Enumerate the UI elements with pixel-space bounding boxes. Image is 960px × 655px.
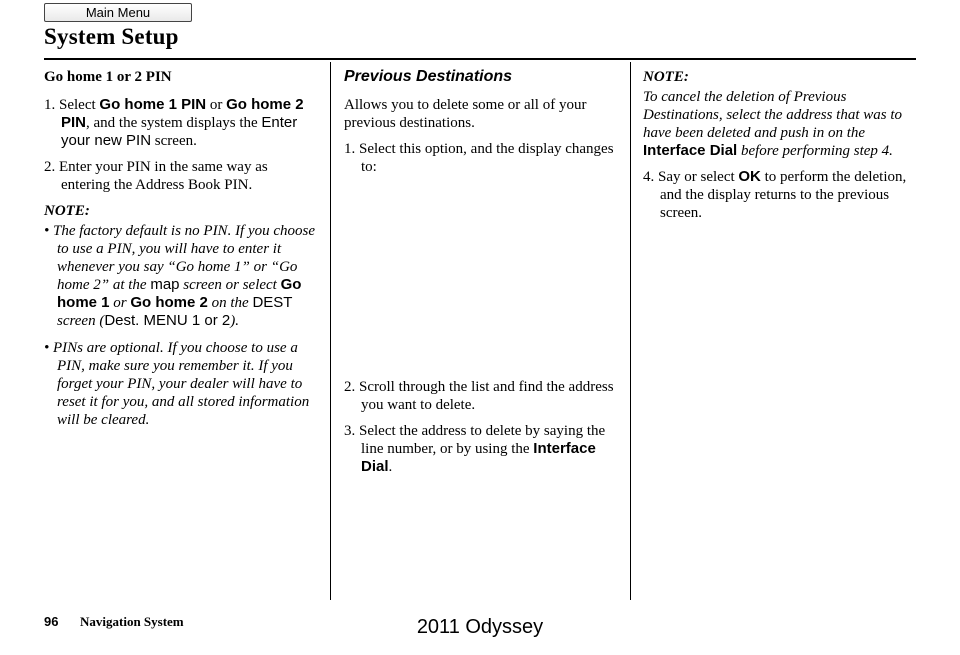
step-text: screen. xyxy=(151,133,197,149)
step-2: 2. Scroll through the list and find the address you want to delete. xyxy=(344,379,614,413)
ui-go-home-1: Go home 1 xyxy=(57,276,302,311)
ui-go-home-2: Go home 2 xyxy=(130,294,208,311)
screen-image-placeholder xyxy=(344,184,619,378)
note-text: screen ( xyxy=(57,313,105,329)
column-divider-left xyxy=(330,62,331,600)
step-text: to perform the deletion, and the display returns to the previous screen. xyxy=(660,169,907,221)
title-rule xyxy=(44,58,916,60)
ui-interface-dial: Interface Dial xyxy=(643,142,738,159)
note-bullet-2: • PINs are optional. If you choose to use a PIN, make sure you remember it. If you forget your PIN, your dealer will have to reset it for you, and all stored information will be cleared. xyxy=(44,340,310,428)
ui-enter-new-pin-screen: Enter your new PIN xyxy=(61,114,298,149)
note-bullet-1 xyxy=(44,222,319,330)
page-number: 96 xyxy=(44,614,59,629)
section-heading-go-home-pin: Go home 1 or 2 PIN xyxy=(44,69,172,85)
ui-dest: DEST xyxy=(252,294,293,311)
ui-dest-menu: Dest. MENU 1 or 2 xyxy=(104,312,231,329)
step-text: 1. Select xyxy=(44,97,100,113)
step-text: 4. Say or select xyxy=(643,169,739,185)
step-3 xyxy=(344,422,619,476)
step-text: . xyxy=(388,459,393,475)
watermark: 2011 Odyssey xyxy=(416,616,544,638)
section-heading-previous-destinations: Previous Destinations xyxy=(344,68,513,85)
step-1 xyxy=(44,96,319,150)
ui-go-home-2-pin: Go home 2 PIN xyxy=(61,96,304,131)
note-text: • The factory default is no PIN. If you choose to use a PIN, you will have to enter it whenever you say “Go home 1” or “Go home 2” at the xyxy=(44,223,316,293)
step-text: , and the system displays the xyxy=(86,115,262,131)
note-text-part: before performing step 4. xyxy=(737,143,893,159)
note-label: NOTE: xyxy=(44,203,90,219)
note-text: ). xyxy=(230,313,239,329)
main-menu-button[interactable]: Main Menu xyxy=(44,3,192,22)
ui-map: map xyxy=(150,276,180,293)
note-text: screen or select xyxy=(179,277,281,293)
step-text: 3. Select the address to delete by saying the line number, or by using the xyxy=(344,423,606,457)
note-text: or xyxy=(109,295,131,311)
column-previous-destinations xyxy=(344,68,619,484)
intro-text: Allows you to delete some or all of your previous destinations. xyxy=(344,97,587,131)
step-text: or xyxy=(206,97,227,113)
note-text: on the xyxy=(207,295,253,311)
note-label: NOTE: xyxy=(643,69,689,85)
ui-interface-dial: Interface Dial xyxy=(361,440,596,475)
ui-go-home-1-pin: Go home 1 PIN xyxy=(99,96,207,113)
note-text xyxy=(643,88,923,160)
note-text-part: To cancel the deletion of Previous Destinations, select the address that was to have been deleted and push in on the xyxy=(643,89,903,141)
column-notes xyxy=(643,68,923,230)
column-divider-right xyxy=(630,62,631,600)
page-title: System Setup xyxy=(44,24,179,49)
step-2: 2. Enter your PIN in the same way as entering the Address Book PIN. xyxy=(44,159,268,193)
column-go-home-pin xyxy=(44,68,319,438)
step-4 xyxy=(643,168,923,222)
step-1: 1. Select this option, and the display changes to: xyxy=(344,141,614,175)
ui-ok: OK xyxy=(738,168,761,185)
footer-label: Navigation System xyxy=(80,614,184,629)
